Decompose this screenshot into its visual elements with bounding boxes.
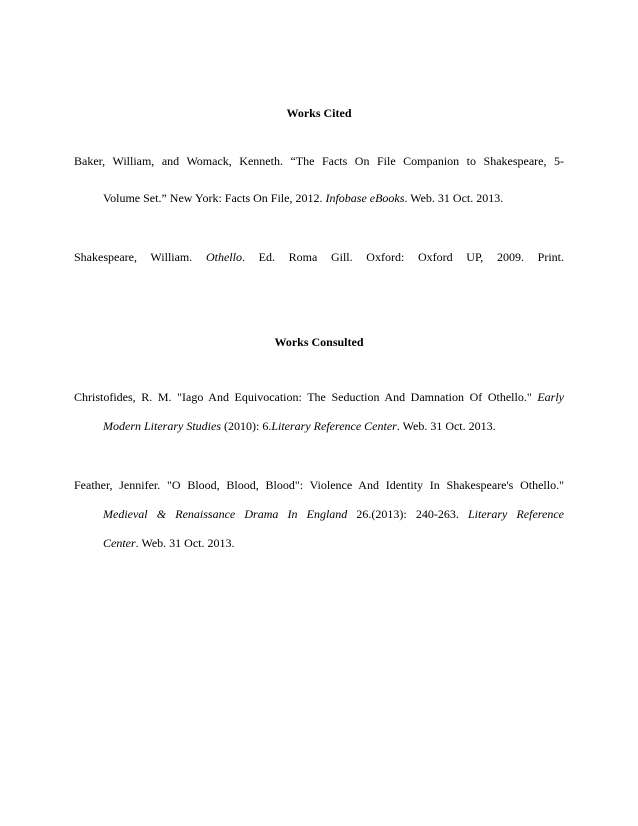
citation-text: Shakespeare, William. <box>74 250 206 264</box>
citation-line <box>103 420 496 432</box>
citation-line: Feather, Jennifer. "O Blood, Blood, Blood": Violence And Identity In Shakespeare's Othello." <box>74 478 564 492</box>
citation-database-title: Literary Reference <box>468 507 564 521</box>
citation-line <box>103 537 234 549</box>
citation-database-title: Literary Reference Center <box>271 419 397 433</box>
citation-work-title: Othello <box>205 250 242 264</box>
citation-text: Christofides, R. M. "Iago And Equivocation: The Seduction And Damnation Of Othello." <box>74 390 538 404</box>
citation-source-title: Infobase eBooks <box>325 191 405 205</box>
citation-text: 26.(2013): 240-263. <box>347 507 468 521</box>
citation-text: . Web. 31 Oct. 2013. <box>396 419 496 433</box>
citation-text: (2010): 6. <box>221 419 272 433</box>
citation-text: Volume Set.” New York: Facts On File, 2012. <box>103 191 326 205</box>
citation-journal-title: Medieval & Renaissance Drama In England <box>103 507 348 521</box>
citation-text: . Web. 31 Oct. 2013. <box>135 536 235 550</box>
citation-journal-title: Modern Literary Studies <box>103 419 221 433</box>
works-cited-heading: Works Cited <box>286 106 352 120</box>
citation-journal-title: Early <box>537 390 564 404</box>
works-consulted-heading: Works Consulted <box>274 335 364 349</box>
citation-line: Baker, William, and Womack, Kenneth. “The Facts On File Companion to Shakespeare, 5- <box>74 154 564 168</box>
citation-line <box>103 192 503 204</box>
citation-text: . Ed. Roma Gill. Oxford: Oxford UP, 2009. Print. <box>241 250 564 264</box>
citation-line <box>103 508 564 520</box>
citation-line <box>74 391 564 403</box>
citation-line <box>74 251 564 263</box>
citation-database-title: Center <box>103 536 136 550</box>
citation-text: . Web. 31 Oct. 2013. <box>404 191 504 205</box>
